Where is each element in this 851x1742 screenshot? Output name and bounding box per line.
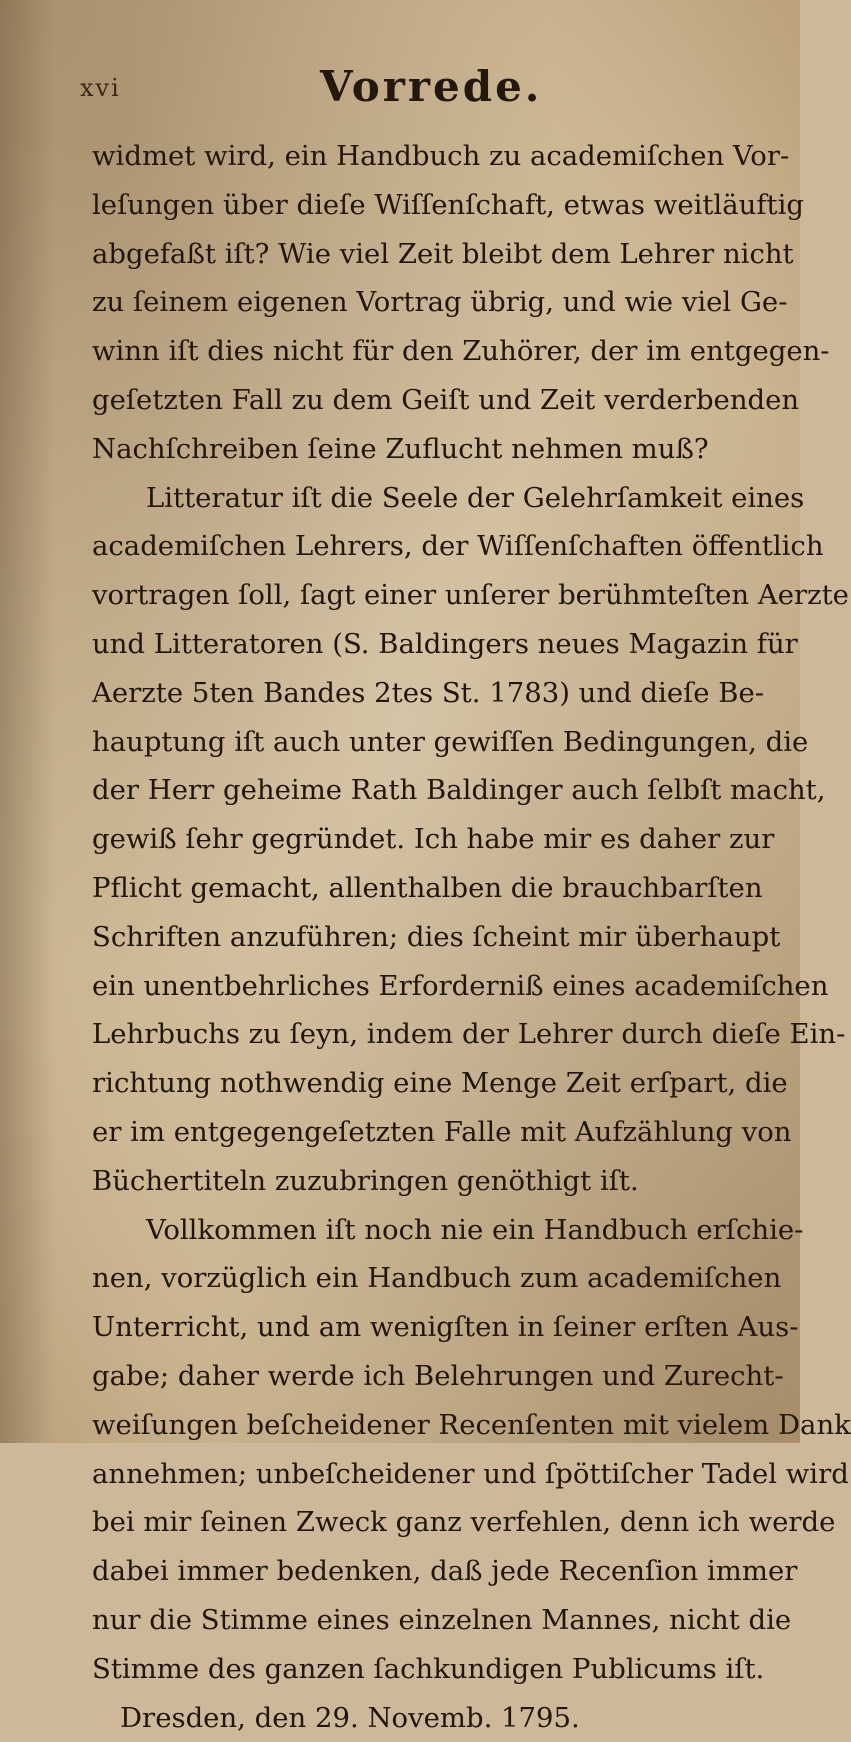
running-title: Vorrede.: [320, 62, 542, 111]
text-line: ein unentbehrliches Erforderniß eines academiſchen: [60, 962, 760, 1011]
text-line: Pflicht gemacht, allenthalben die brauchbarſten: [60, 864, 760, 913]
text-line: academiſchen Lehrers, der Wiſſenſchaften öffentlich: [60, 522, 760, 571]
text-line: hauptung iſt auch unter gewiſſen Bedingungen, die: [60, 718, 760, 767]
page-number: xvi: [80, 74, 121, 102]
body-text: [60, 132, 760, 1742]
text-line: gabe; daher werde ich Belehrungen und Zurecht-: [60, 1352, 760, 1401]
text-line: widmet wird, ein Handbuch zu academiſchen Vor-: [60, 132, 760, 181]
text-line: der Herr geheime Rath Baldinger auch ſelbſt macht,: [60, 766, 760, 815]
text-line: Lehrbuchs zu ſeyn, indem der Lehrer durch dieſe Ein-: [60, 1010, 760, 1059]
text-line: dabei immer bedenken, daß jede Recenſion immer: [60, 1547, 760, 1596]
text-line: nur die Stimme eines einzelnen Mannes, nicht die: [60, 1596, 760, 1645]
page-header: [80, 62, 700, 122]
text-line: annehmen; unbeſcheidener und ſpöttiſcher Tadel wird: [60, 1450, 760, 1499]
dateline: Dresden, den 29. Novemb. 1795.: [60, 1694, 760, 1742]
text-line: nen, vorzüglich ein Handbuch zum academiſchen: [60, 1254, 760, 1303]
text-line: er im entgegengeſetzten Falle mit Aufzählung von: [60, 1108, 760, 1157]
text-line: richtung nothwendig eine Menge Zeit erſpart, die: [60, 1059, 760, 1108]
text-line: gewiß ſehr gegründet. Ich habe mir es daher zur: [60, 815, 760, 864]
text-line: vortragen ſoll, ſagt einer unſerer berühmteſten Aerzte: [60, 571, 760, 620]
text-line: Büchertiteln zuzubringen genöthigt iſt.: [60, 1157, 760, 1206]
text-line: Aerzte 5ten Bandes 2tes St. 1783) und dieſe Be-: [60, 669, 760, 718]
paragraph-start-line: Litteratur iſt die Seele der Gelehrſamkeit eines: [60, 474, 760, 523]
text-line: Stimme des ganzen ſachkundigen Publicums iſt.: [60, 1645, 760, 1694]
text-line: zu ſeinem eigenen Vortrag übrig, und wie viel Ge-: [60, 278, 760, 327]
text-line: leſungen über dieſe Wiſſenſchaft, etwas weitläuftig: [60, 181, 760, 230]
paragraph-start-line: Vollkommen iſt noch nie ein Handbuch erſchie-: [60, 1206, 760, 1255]
text-line: winn iſt dies nicht für den Zuhörer, der im entgegen-: [60, 327, 760, 376]
text-line: Schriften anzuführen; dies ſcheint mir überhaupt: [60, 913, 760, 962]
text-line: weiſungen beſcheidener Recenſenten mit vielem Dank: [60, 1401, 760, 1450]
text-line: Nachſchreiben ſeine Zuflucht nehmen muß?: [60, 425, 760, 474]
text-line: abgefaßt iſt? Wie viel Zeit bleibt dem Lehrer nicht: [60, 230, 760, 279]
text-line: geſetzten Fall zu dem Geiſt und Zeit verderbenden: [60, 376, 760, 425]
text-line: und Litteratoren (S. Baldingers neues Magazin für: [60, 620, 760, 669]
text-line: Unterricht, und am wenigſten in ſeiner erſten Aus-: [60, 1303, 760, 1352]
text-line: bei mir ſeinen Zweck ganz verfehlen, denn ich werde: [60, 1498, 760, 1547]
page-edge-shadow: [0, 0, 55, 1443]
